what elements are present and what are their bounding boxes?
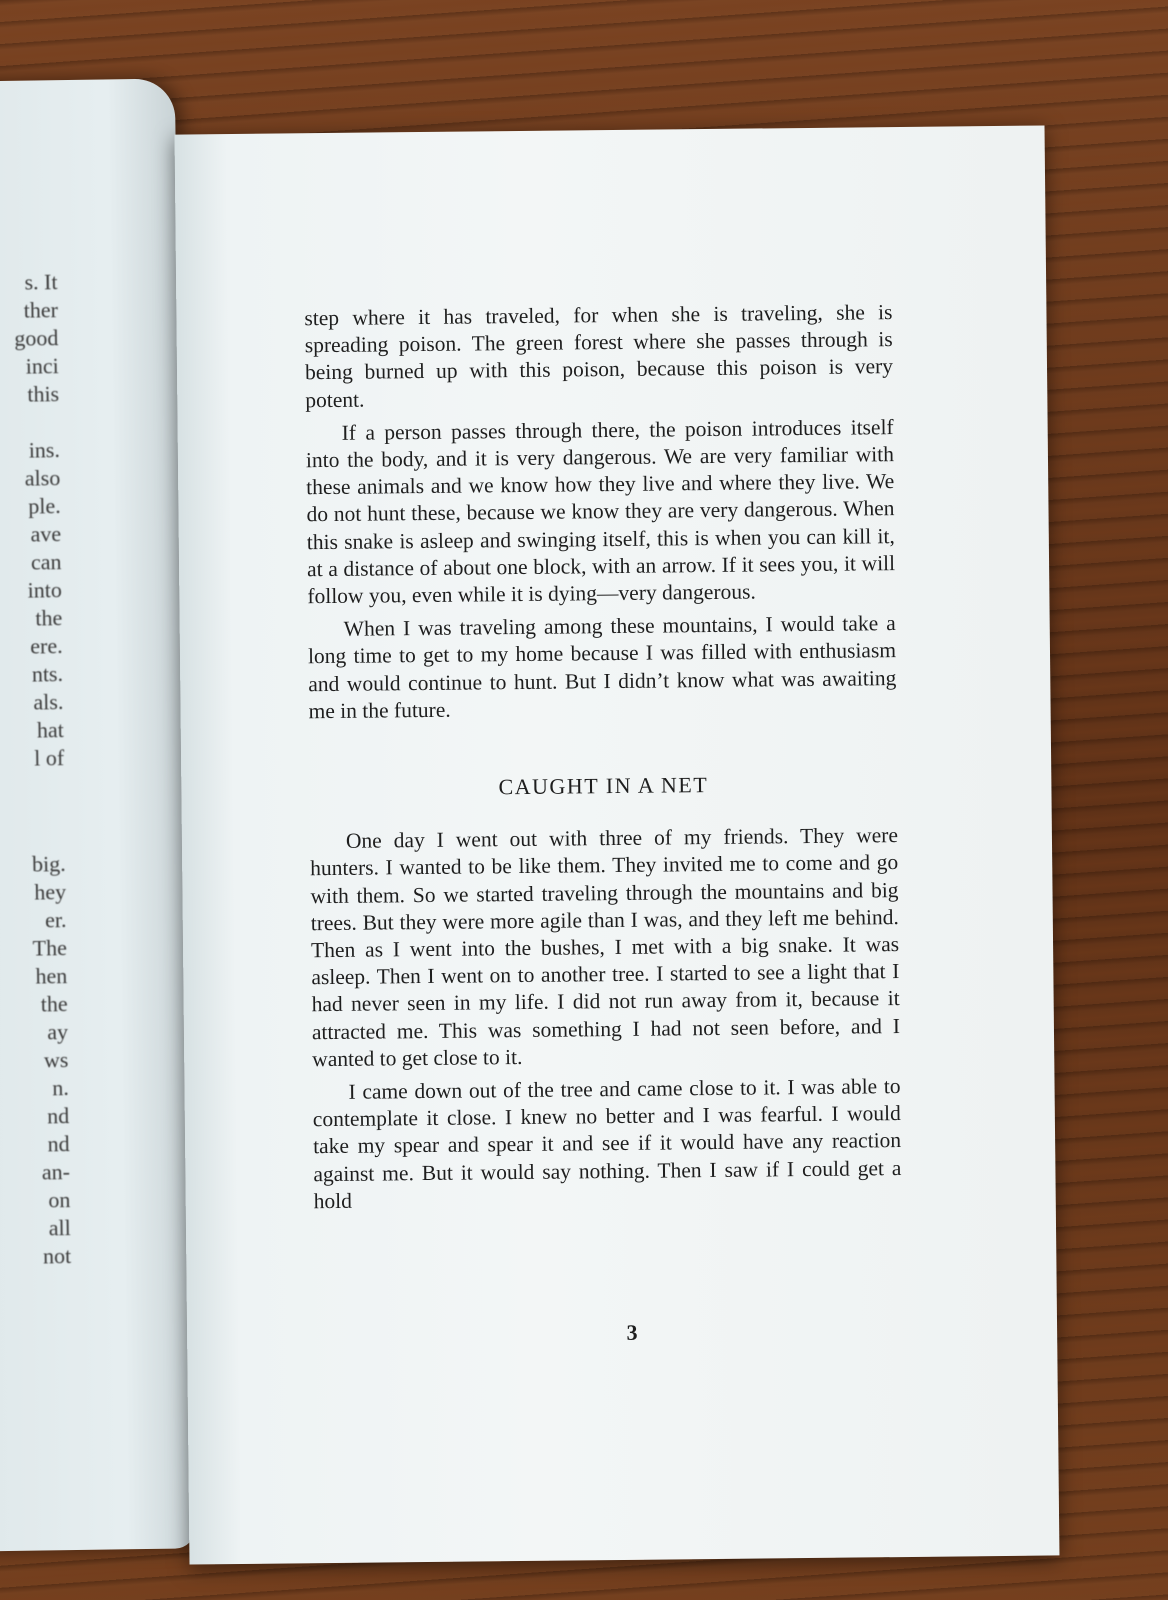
left-text-fragment: the: [35, 605, 63, 631]
left-page-text: [0, 266, 191, 1270]
left-text-fragment: nd: [47, 1131, 70, 1157]
paragraph: step where it has traveled, for when she is traveling, she is spreading poison. The green forest where she passes through is being burned up with this poison, because this poison is very potent.: [304, 300, 894, 412]
left-text-fragment: s. It: [24, 269, 58, 295]
left-text-fragment: big.: [31, 851, 66, 877]
section-heading: CAUGHT IN A NET: [498, 772, 709, 800]
left-text-fragment: all: [48, 1215, 71, 1241]
left-text-fragment: nd: [47, 1103, 70, 1129]
left-text-gap: [0, 406, 180, 437]
left-text-fragment: the: [40, 991, 68, 1017]
left-text-fragment: The: [32, 935, 68, 961]
left-text-fragment: ere.: [30, 633, 63, 659]
left-text-gap: [0, 770, 185, 851]
left-text-fragment: on: [48, 1187, 71, 1213]
left-text-fragment: hey: [34, 879, 67, 905]
left-text-fragment: good: [14, 325, 59, 351]
paragraph: If a person passes through there, the poison introduces itself into the body, and it is very dangerous. We are very familiar with these animals and we know how they live and where they live. We do not hunt these, because we know they are very dangerous. When this snake is asleep and swinging itself, this is when you can kill it, at a distance of about one block, with an arrow. If it sees you, it will follow you, even while it is dying—very dangerous.: [305, 414, 896, 609]
left-text-fragment: not: [42, 1243, 72, 1269]
left-text-fragment: ther: [23, 297, 59, 323]
left-text-fragment: ins.: [28, 437, 61, 463]
left-text-fragment: ws: [43, 1047, 69, 1073]
left-text-fragment: als.: [33, 689, 64, 715]
left-text-fragment: into: [27, 577, 63, 603]
left-text-fragment: can: [30, 549, 62, 575]
left-text-fragment: hen: [35, 963, 68, 989]
left-text-fragment: this: [27, 381, 60, 407]
page-number: 3: [626, 1319, 638, 1345]
paragraph: When I was traveling among these mountains, I would take a long time to get to my home because I was filled with enthusiasm and would continue to hunt. But I didn’t know what was awaiting me in the future.: [307, 611, 897, 724]
left-page: [0, 79, 195, 1552]
left-text-fragment: l of: [34, 745, 65, 771]
left-text-fragment: ay: [47, 1019, 69, 1045]
left-text-fragment: hat: [36, 717, 64, 743]
left-text-fragment: n.: [52, 1075, 69, 1101]
left-text-fragment: ave: [30, 521, 62, 547]
paragraph: One day I went out with three of my friends. They were hunters. I wanted to be like them. They invited me to come and go with them. So we started traveling through the mountains and big trees. But they were more agile than I was, and they left me behind. Then as I went into the bushes, I met with a big snake. It was asleep. Then I went on to another tree. I started to see a light that I had never seen in my life. I did not run away from it, because it attracted me. This was something I had not seen before, and I wanted to get close to it.: [310, 823, 901, 1072]
left-text-fragment: ple.: [28, 493, 61, 519]
left-text-fragment: inci: [25, 353, 59, 379]
right-page: [175, 125, 1060, 1564]
paragraph: I came down out of the tree and came close to it. I was able to contemplate it close. I knew no better and I was fearful. I would take my spear and spear it and see if it would have any reaction against me. But it would say nothing. Then I saw if I could get a hold: [312, 1074, 902, 1214]
page-body: [304, 299, 902, 1221]
left-text-fragment: nts.: [31, 661, 64, 687]
left-text-fragment: an-: [41, 1159, 71, 1185]
left-text-fragment: also: [24, 465, 61, 491]
left-text-fragment: er.: [44, 907, 67, 933]
